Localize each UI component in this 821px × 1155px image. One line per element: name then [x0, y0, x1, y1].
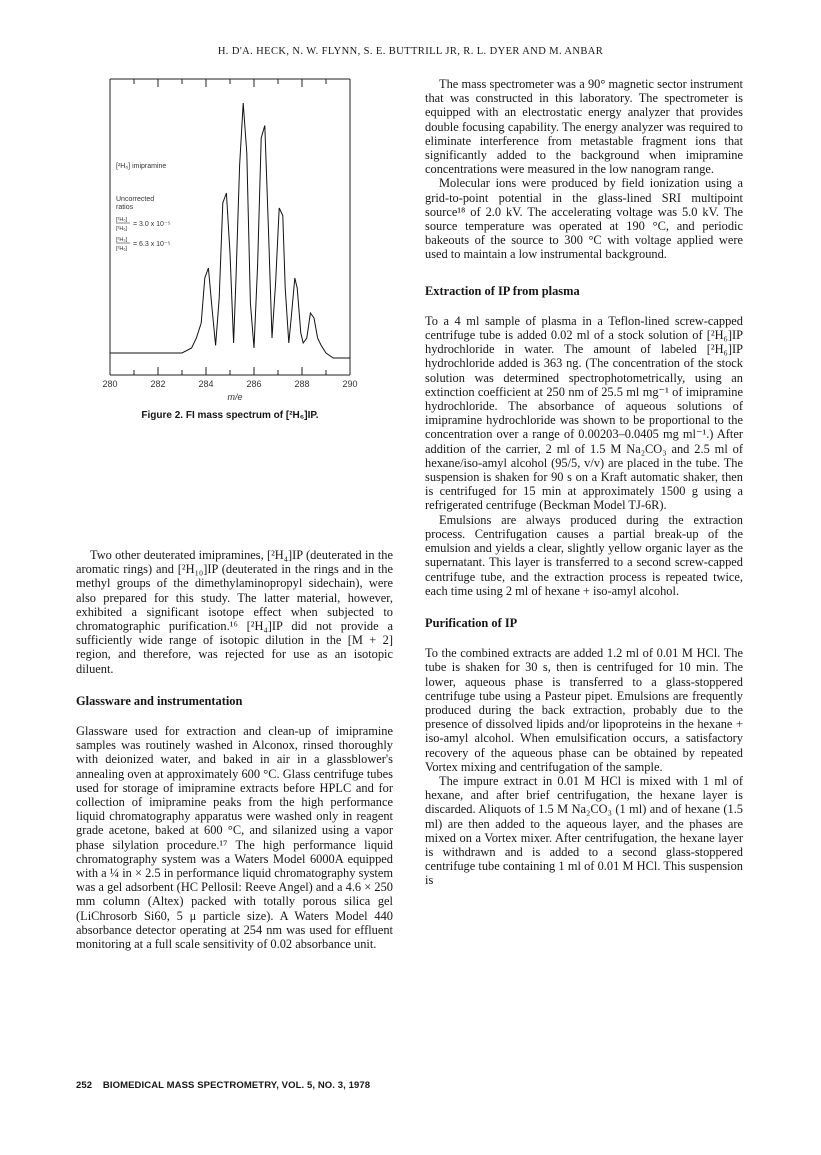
inset-legend — [116, 163, 171, 252]
x-tick-label: 284 — [198, 379, 214, 389]
ratio1-value: = 3.0 x 10⁻⁵ — [133, 221, 171, 228]
page-footer — [76, 1080, 370, 1091]
spectrum-line — [110, 103, 350, 358]
tick-labels — [102, 379, 357, 389]
section-heading: Glassware and instrumentation — [76, 693, 243, 708]
right-column — [425, 77, 743, 888]
x-tick-label: 290 — [342, 379, 358, 389]
x-tick-label: 282 — [150, 379, 166, 389]
bottom-ticks — [110, 367, 350, 375]
ratio2-numerator: [²H₃] — [116, 237, 128, 243]
x-tick-label: 288 — [294, 379, 310, 389]
inset-ratios: ratios — [116, 204, 134, 211]
journal-citation: BIOMEDICAL MASS SPECTROMETRY, VOL. 5, NO. 3, 1978 — [102, 1080, 371, 1091]
left-column — [76, 548, 393, 951]
paragraph: To the combined extracts are added 1.2 ml of 0.01 M HCl. The tube is shaken for 30 s, then is centrifuged for 10 min. The lower, aqueous phase is transferred to a glass-stoppered centrifuge tube using a Pasteur pipet. Emulsions are frequently produced during the back extraction, probably due to the presence of dissolved lipids and/or lipoproteins in the hexane + iso-amyl alcohol. When emulsification occurs, a satisfactory recovery of the aqueous phase can be obtained by repeated Vortex mixing and centrifugation of the sample. — [425, 646, 743, 774]
ratio1-denominator: [²H₆] — [116, 226, 128, 232]
paragraph: Glassware used for extraction and clean-up of imipramine samples was routinely washed in Alconox, rinsed thoroughly with deionized water, and baked in air in a glassblower's annealing oven at approximately 600 °C. Glass centrifuge tubes used for storage of imipramine extracts before HPLC and for collection of imipramine peaks from the high performance liquid chromatography apparatus were washed only in reagent grade acetone, baked at 600 °C, and silanized using a vapor phase silylation procedure.¹⁷ The high performance liquid chromatography system was a Waters Model 6000A equipped with a ¼ in × 2.5 in performance liquid chromatography system was a gel adsorbent (HC Pellosil: Reeve Angel) and a 4.6 × 250 mm column (Altex) packed with totally porous silica gel (LiChrosorb Si60, 5 μ particle size). A Waters Model 440 absorbance detector operating at 254 nm was used for effluent monitoring at a full scale sensitivity of 0.02 absorbance unit. — [76, 724, 393, 952]
paragraph: Molecular ions were produced by field ionization using a grid-to-point potential in the glass-lined SRI multipoint source¹⁸ of 2.0 kV. The accelerating voltage was 5.0 kV. The source temperature was operated at 190 °C, and periodic bakeouts of the source to 300 °C with voltage applied were used to maintain a low instrumental background. — [425, 176, 743, 262]
x-axis-label: m/e — [227, 392, 243, 402]
ratio2-value: = 6.3 x 10⁻⁵ — [133, 241, 171, 248]
mass-spectrum-chart — [102, 75, 375, 405]
section-heading: Purification of IP — [425, 615, 518, 630]
paragraph: The mass spectrometer was a 90° magnetic sector instrument that was constructed in this laboratory. The spectrometer is equipped with an electrostatic energy analyzer that provides double focusing capability. The energy analyzer was required to eliminate interference from metastable fragment ions that significantly added to the background when imipramine concentrations were measured in the low nanogram range. — [425, 77, 743, 177]
paragraph: Emulsions are always produced during the extraction process. Centrifugation causes a partial break-up of the emulsion and yields a clear, slightly yellow organic layer as the supernatant. This layer is transferred to a second screw-capped centrifuge tube, and the extraction process is repeated twice, each time using 2 ml of hexane + iso-amyl alcohol. — [425, 512, 743, 598]
running-head: H. D'A. HECK, N. W. FLYNN, S. E. BUTTRILL JR, R. L. DYER AND M. ANBAR — [217, 46, 604, 57]
section-heading: Extraction of IP from plasma — [425, 283, 580, 298]
page-number: 252 — [76, 1080, 93, 1091]
ratio1-numerator: [²H₀] — [116, 217, 128, 223]
paragraph: To a 4 ml sample of plasma in a Teflon-lined screw-capped centrifuge tube is added 0.02 ml of a stock solution of [²H₆]IP hydrochloride in water. The amount of labeled [²H₆]IP hydrochloride added is 363 ng. (The concentration of the stock solution was determined spectrophotometrically, using an extinction coefficient at 250 nm of 25.5 ml mg⁻¹ of imipramine hydrochloride. The absorbance of aqueous solutions of imipramine hydrochloride was shown to be proportional to the concentration over a range of 0.00203–0.0405 mg ml⁻¹.) After addition of the carrier, 2 ml of 1.5 M Na₂CO₃ and 2.5 ml of hexane/iso-amyl alcohol (95/5, v/v) are placed in the tube. The suspension is shaken for 90 s on a Kraft automatic shaker, then is centrifuged for 15 min at approximately 1500 g using a refrigerated centrifuge (Beckman Model TJ-6R). — [425, 313, 743, 513]
figure-caption: Figure 2. FI mass spectrum of [²H₆]IP. — [141, 410, 319, 421]
x-tick-label: 286 — [246, 379, 262, 389]
x-tick-label: 280 — [102, 379, 118, 389]
ratio2-denominator: [²H₆] — [116, 246, 128, 252]
paragraph: The impure extract in 0.01 M HCl is mixed with 1 ml of hexane, and after brief centrifugation, the hexane layer is discarded. Aliquots of 1.5 M Na₂CO₃ (1 ml) and of hexane (1.5 ml) are then added to the aqueous layer, and the phases are mixed on a Vortex mixer. After centrifugation, the hexane layer is withdrawn and is added to a second glass-stoppered centrifuge tube containing 1 ml of 0.01 M HCl. This suspension is — [425, 773, 743, 888]
inset-uncorrected: Uncorrected — [116, 196, 155, 203]
top-ticks — [110, 79, 350, 87]
inset-compound-label: [²H₆] imipramine — [116, 163, 167, 170]
paragraph: Two other deuterated imipramines, [²H₄]IP (deuterated in the aromatic rings) and [²H₁₀]IP (deuterated in the rings and in the methyl groups of the dimethylaminopropyl sidechain), were also prepared for this study. The latter material, however, exhibited a significant isotope effect when subjected to chromatographic purification.¹⁶ [²H₄]IP did not provide a sufficiently wide range of isotopic dilution in the [M + 2] region, and therefore, was rejected for use as an isotopic diluent. — [76, 548, 393, 676]
